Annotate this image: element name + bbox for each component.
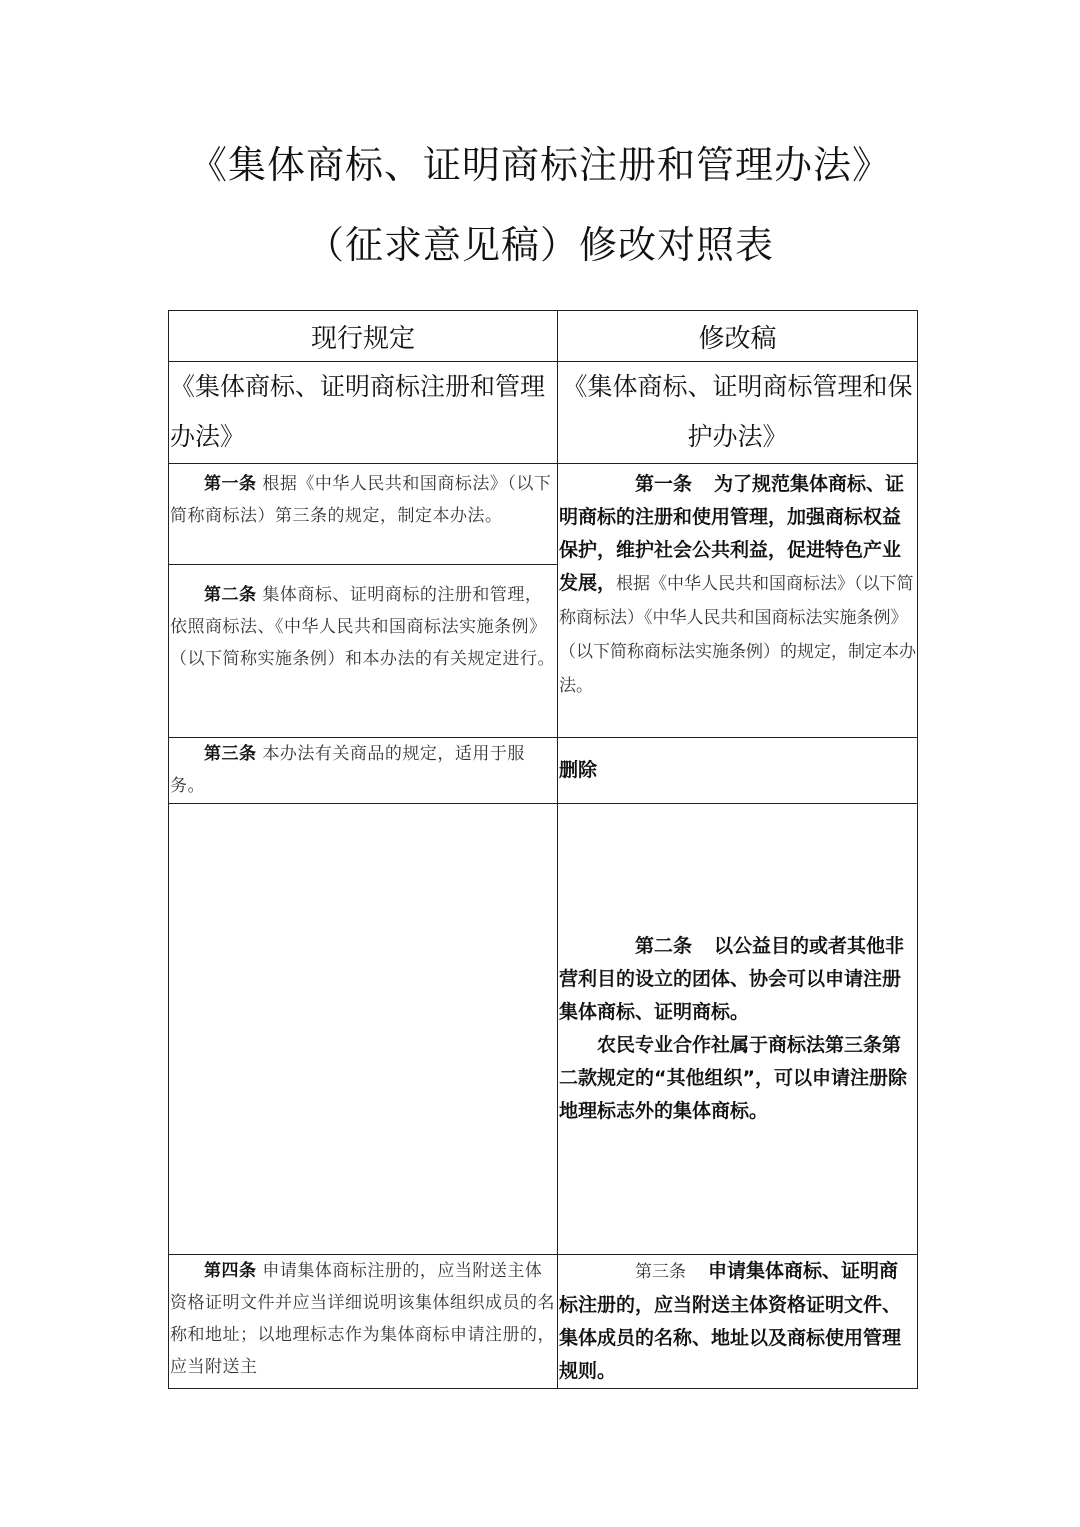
article-label: 第二条 xyxy=(204,585,257,605)
comparison-table xyxy=(168,310,918,1389)
current-empty-cell xyxy=(169,804,558,1255)
revised-article-2 xyxy=(558,804,918,1255)
table-header-row xyxy=(169,311,918,362)
revised-regulation-name: 《集体商标、证明商标管理和保护办法》 xyxy=(558,362,918,464)
article-text: 以公益目的或者其他非营利目的设立的团体、协会可以申请注册集体商标、证明商标。 xyxy=(559,935,905,1023)
revised-article-3 xyxy=(558,1255,918,1389)
article-text: 申请集体商标、证明商标注册的，应当附送主体资格证明文件、集体成员的名称、地址以及商标使用管理规则。 xyxy=(559,1260,902,1382)
regulation-name-row xyxy=(169,362,918,464)
current-article-1 xyxy=(169,464,558,565)
header-revised-draft: 修改稿 xyxy=(558,311,918,362)
table-row xyxy=(169,464,918,565)
article-text: 本办法有关商品的规定，适用于服务。 xyxy=(170,744,525,796)
article-text: 集体商标、证明商标的注册和管理，依照商标法、《中华人民共和国商标法实施条例》（以下简称实施条例）和本办法的有关规定进行。 xyxy=(170,585,555,669)
article-label: 第四条 xyxy=(204,1261,257,1281)
article-label: 第三条 xyxy=(635,1262,686,1282)
current-regulation-name: 《集体商标、证明商标注册和管理办法》 xyxy=(169,362,558,464)
article-text: 根据《中华人民共和国商标法》（以下简称商标法）第三条的规定，制定本办法。 xyxy=(170,474,552,526)
current-article-2 xyxy=(169,565,558,738)
document-title-line-1: 《集体商标、证明商标注册和管理办法》 xyxy=(188,143,891,187)
header-current-rules: 现行规定 xyxy=(169,311,558,362)
table-row xyxy=(169,1255,918,1389)
table-row xyxy=(169,738,918,804)
article-label: 第一条 xyxy=(204,474,257,494)
article-label: 第三条 xyxy=(204,744,257,764)
document-title-line-2: （征求意见稿）修改对照表 xyxy=(305,223,774,267)
article-label: 第二条 xyxy=(635,935,693,957)
deleted-text: 删除 xyxy=(559,759,598,781)
current-article-3 xyxy=(169,738,558,804)
current-article-4 xyxy=(169,1255,558,1389)
article-label: 第一条 xyxy=(635,473,693,495)
article-text-plain: 根据《中华人民共和国商标法》（以下简称商标法）《中华人民共和国商标法实施条例》（以下简称商标法实施条例）的规定，制定本办法。 xyxy=(559,574,916,696)
article-text: 申请集体商标注册的，应当附送主体资格证明文件并应当详细说明该集体组织成员的名称和地址；以地理标志作为集体商标申请注册的，应当附送主 xyxy=(170,1261,555,1377)
table-row xyxy=(169,804,918,1255)
revised-deleted-note xyxy=(558,738,918,804)
article-text-bold: 为了规范集体商标、证明商标的注册和使用管理，加强商标权益保护，维护社会公共利益，促进特色产业发展， xyxy=(559,473,905,594)
article-paragraph-2: 农民专业合作社属于商标法第三条第二款规定的“其他组织”，可以申请注册除地理标志外的集体商标。 xyxy=(559,1034,907,1122)
revised-article-1 xyxy=(558,464,918,738)
